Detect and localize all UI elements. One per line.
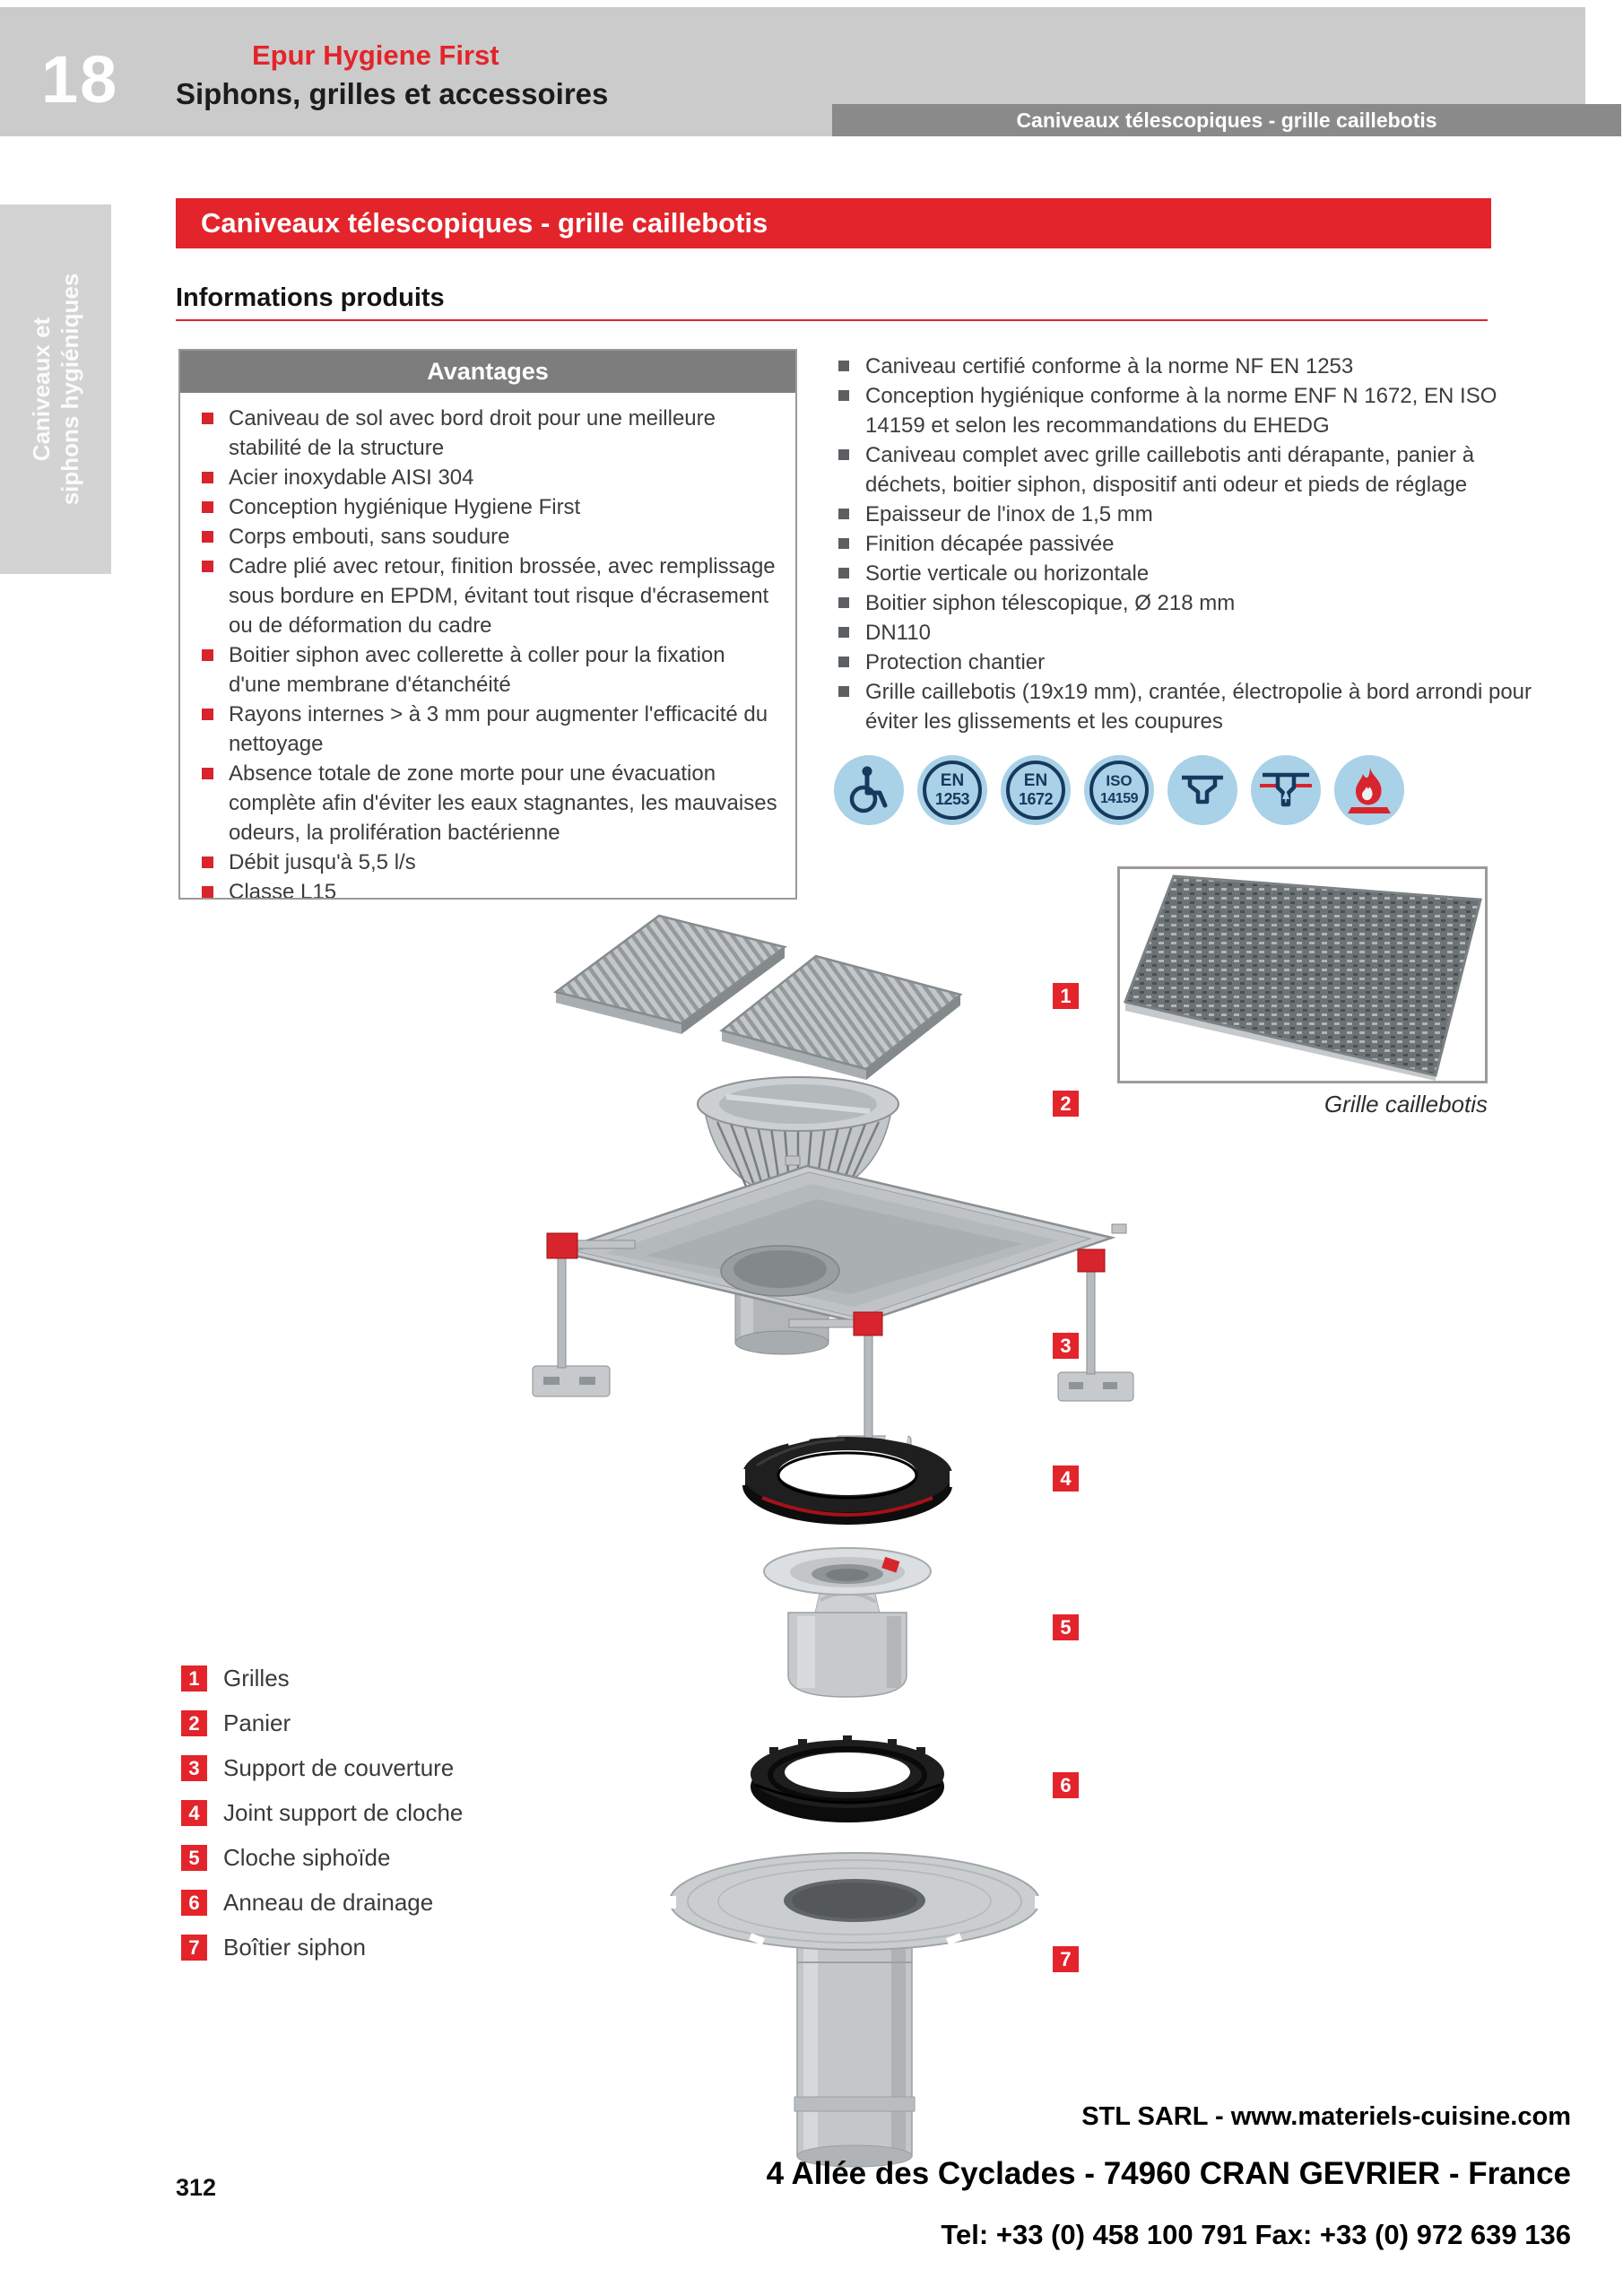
bullet-icon — [838, 361, 849, 371]
chapter-number: 18 — [41, 42, 119, 117]
diagram-badge-5: 5 — [1053, 1614, 1079, 1640]
list-item — [200, 848, 783, 877]
list-item — [837, 677, 1536, 736]
features-column — [837, 341, 1536, 736]
legend-label: Support de couverture — [223, 1754, 455, 1781]
bullet-icon — [202, 709, 213, 720]
bullet-icon — [202, 413, 213, 424]
iso-14159-badge-icon — [1084, 755, 1154, 825]
advantage-text: Caniveau de sol avec bord droit pour une meilleure stabilité de la structure — [229, 406, 716, 460]
diagram-badge-2: 2 — [1053, 1091, 1079, 1117]
section-banner: Caniveaux télescopiques - grille caillebotis — [176, 198, 1491, 248]
list-item — [200, 522, 783, 552]
feature-text: Finition décapée passivée — [865, 532, 1115, 556]
legend-item — [181, 1934, 366, 1961]
list-item — [200, 463, 783, 492]
bullet-icon — [202, 531, 213, 543]
legend-label: Panier — [223, 1709, 291, 1736]
legend-item — [181, 1665, 290, 1692]
list-item — [200, 640, 783, 700]
list-item — [837, 500, 1536, 529]
advantage-text: Acier inoxydable AISI 304 — [229, 465, 474, 490]
legend-label: Joint support de cloche — [223, 1799, 464, 1826]
feature-text: Protection chantier — [865, 650, 1046, 674]
advantage-text: Corps embouti, sans soudure — [229, 525, 510, 549]
list-item — [200, 552, 783, 640]
bullet-icon — [838, 597, 849, 608]
certification-icons — [834, 755, 1404, 825]
vertical-outlet-icon — [1167, 755, 1237, 825]
legend-item — [181, 1889, 433, 1917]
bell-trap-illustration — [758, 1544, 937, 1710]
advantage-text: Conception hygiénique Hygiene First — [229, 495, 581, 519]
badge-line2: 1672 — [1018, 790, 1054, 808]
brand-title: Epur Hygiene First — [252, 39, 499, 71]
feature-text: Sortie verticale ou horizontale — [865, 561, 1150, 586]
legend-badge: 2 — [181, 1710, 207, 1736]
siphon-body-illustration — [664, 1830, 1049, 2170]
bullet-icon — [202, 857, 213, 868]
en-1672-badge-icon — [1001, 755, 1071, 825]
grating-photo — [1117, 866, 1488, 1083]
feature-text: Caniveau certifié conforme à la norme NF EN 1253 — [865, 354, 1354, 378]
bullet-icon — [838, 686, 849, 697]
diagram-badge-6: 6 — [1053, 1772, 1079, 1798]
list-item — [837, 352, 1536, 381]
en-1253-badge-icon — [917, 755, 987, 825]
legend-label: Cloche siphoïde — [223, 1844, 391, 1871]
list-item — [200, 759, 783, 848]
feature-text: Epaisseur de l'inox de 1,5 mm — [865, 502, 1153, 526]
feature-text: DN110 — [865, 621, 931, 645]
bullet-icon — [838, 538, 849, 549]
footer-phone: Tel: +33 (0) 458 100 791 Fax: +33 (0) 972 639 136 — [941, 2219, 1571, 2250]
advantage-text: Rayons internes > à 3 mm pour augmenter l'efficacité du nettoyage — [229, 702, 768, 756]
legend-item — [181, 1844, 390, 1872]
legend-item — [181, 1799, 463, 1827]
bullet-icon — [838, 627, 849, 638]
iso-14159-ring — [1089, 761, 1149, 820]
header-subtitle: Siphons, grilles et accessoires — [176, 77, 609, 110]
badge-line1: ISO — [1106, 772, 1133, 789]
list-item — [837, 529, 1536, 559]
cover-seal-ring-illustration — [735, 1433, 959, 1534]
heading-rule — [176, 319, 1488, 321]
legend-badge: 7 — [181, 1935, 207, 1961]
bullet-icon — [202, 649, 213, 661]
advantage-text: Boitier siphon avec collerette à coller pour la fixation d'une membrane d'étanchéité — [229, 643, 725, 697]
feature-text: Caniveau complet avec grille caillebotis anti dérapante, panier à déchets, boitier siphon, dispositif anti odeur et pieds de réglage — [865, 443, 1475, 497]
badge-line1: EN — [940, 771, 965, 790]
advantages-list — [180, 393, 795, 900]
sidebar-line-1: Caniveaux et — [28, 317, 55, 462]
advantages-box — [178, 349, 797, 900]
badge-line2: 14159 — [1100, 791, 1138, 806]
advantage-text: Absence totale de zone morte pour une évacuation complète afin d'éviter les eaux stagnantes, les mauvaises odeurs, la prolifération bactérienne — [229, 761, 777, 845]
badge-line1: EN — [1023, 771, 1048, 790]
diagram-badge-4: 4 — [1053, 1465, 1079, 1492]
photo-caption: Grille caillebotis — [1324, 1091, 1488, 1118]
list-item — [837, 559, 1536, 588]
bullet-icon — [202, 501, 213, 513]
wheelchair-icon — [834, 755, 904, 825]
bullet-icon — [838, 657, 849, 667]
list-item — [837, 618, 1536, 648]
list-item — [200, 404, 783, 463]
drainage-ring-illustration — [744, 1733, 950, 1831]
bullet-icon — [202, 472, 213, 483]
list-item — [200, 492, 783, 522]
list-item — [837, 381, 1536, 440]
legend-label: Boîtier siphon — [223, 1934, 366, 1961]
legend-label: Grilles — [223, 1665, 290, 1692]
sidebar-vertical-label — [27, 274, 84, 506]
legend-item — [181, 1754, 454, 1782]
advantage-text: Débit jusqu'à 5,5 l/s — [229, 850, 416, 874]
diagram-badge-3: 3 — [1053, 1333, 1079, 1359]
legend-badge: 5 — [181, 1845, 207, 1871]
legend-label: Anneau de drainage — [223, 1889, 434, 1916]
advantage-text: Cadre plié avec retour, finition brossée, avec remplissage sous bordure en EPDM, évitant tout risque d'écrasement ou de déformation du cadre — [229, 554, 776, 638]
list-item — [837, 588, 1536, 618]
bullet-icon — [202, 561, 213, 572]
advantages-header: Avantages — [180, 351, 795, 393]
legend-badge: 6 — [181, 1890, 207, 1916]
advantage-text: Classe L15 — [229, 880, 337, 900]
badge-line2: 1253 — [934, 790, 970, 808]
diagram-badge-1: 1 — [1053, 983, 1079, 1009]
en-1253-ring — [923, 761, 982, 820]
legend-badge: 4 — [181, 1800, 207, 1826]
diagram-badge-7: 7 — [1053, 1946, 1079, 1972]
list-item — [837, 648, 1536, 677]
bullet-icon — [838, 568, 849, 578]
header-tab: Caniveaux télescopiques - grille caillebotis — [832, 104, 1621, 136]
feature-text: Boitier siphon télescopique, Ø 218 mm — [865, 591, 1236, 615]
bullet-icon — [838, 509, 849, 519]
bullet-icon — [202, 768, 213, 779]
legend-badge: 3 — [181, 1755, 207, 1781]
bullet-icon — [838, 390, 849, 401]
fire-icon — [1334, 755, 1404, 825]
list-item — [837, 440, 1536, 500]
footer-address: 4 Allée des Cyclades - 74960 CRAN GEVRIER - France — [766, 2156, 1571, 2191]
channel-body-illustration — [520, 1152, 1237, 1475]
page-title: Informations produits — [176, 283, 445, 312]
feature-text: Conception hygiénique conforme à la norme ENF N 1672, EN ISO 14159 et selon les recommandations du EHEDG — [865, 384, 1497, 438]
sidebar-line-2: siphons hygiéniques — [56, 273, 83, 506]
horizontal-outlet-icon — [1251, 755, 1321, 825]
features-list — [837, 341, 1536, 736]
bullet-icon — [202, 886, 213, 898]
en-1672-ring — [1006, 761, 1065, 820]
bullet-icon — [838, 449, 849, 460]
feature-text: Grille caillebotis (19x19 mm), crantée, électropolie à bord arrondi pour éviter les glissements et les coupures — [865, 680, 1532, 734]
legend-badge: 1 — [181, 1665, 207, 1692]
legend-item — [181, 1709, 291, 1737]
page-number: 312 — [176, 2174, 217, 2201]
footer-company: STL SARL - www.materiels-cuisine.com — [1081, 2102, 1571, 2131]
list-item — [200, 700, 783, 759]
